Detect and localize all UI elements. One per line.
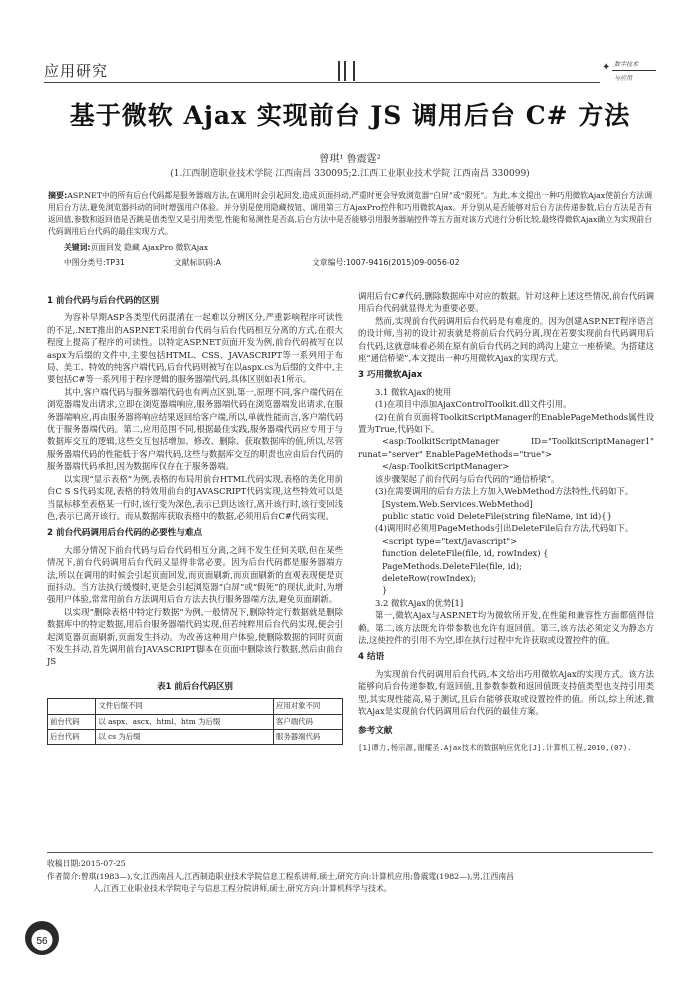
- logo-line2: 与应用: [614, 75, 633, 82]
- author-bio-line-2: 人,江西工业职业技术学院电子与信息工程分院讲师,硕士,研究方向:计算机科学与技术。: [93, 884, 392, 893]
- step-4: (4)调用时必须用PageMethods引出DeleteFile后台方法,代码如下。: [375, 523, 634, 534]
- header-rule: [44, 82, 600, 83]
- code-line-7: PageMethods.DeleteFile(file, id);: [382, 560, 522, 571]
- code-line-5: <script type="text/javascript">: [382, 535, 518, 546]
- table-row: [48, 730, 343, 745]
- page-number: 56: [36, 936, 48, 947]
- table-row: [48, 714, 343, 729]
- section-1-heading: 1 前台代码与后台代码的区别: [47, 296, 160, 306]
- article-title: 基于微软 Ajax 实现前台 JS 调用后台 C# 方法: [69, 101, 631, 130]
- code-line-2: </asp:ToolkitScriptManager>: [382, 461, 510, 472]
- footer-rule: [47, 852, 653, 853]
- step-note: 该步骤架起了前台代码与后台代码的“通信桥梁”。: [375, 473, 560, 484]
- affiliation: (1.江西制造职业技术学院 江西南昌 330095;2.江西工业职业技术学院 江西南昌 330099): [170, 169, 530, 179]
- section-3-2-paragraph: 第一,微软Ajax与ASP.NET均为微软所开发,在性能和兼容性方面都值得信赖。第二,该方法既允许带参数也允许有返回值。第三,该方法必须定义为静态方法,这使控件的引用不为空,即在执行过程中允许获取或设置控件的值。: [358, 610, 654, 645]
- table-row: [48, 699, 343, 714]
- code-line-4: public static void DeleteFile(string fileName, int id){}: [382, 510, 612, 521]
- table-cell: [48, 699, 96, 714]
- code-line-6: function deleteFile(file, id, rowIndex) {: [382, 548, 549, 559]
- header-divider-bars: [338, 61, 358, 81]
- step-2: (2)在前台页面将ToolkitScriptManager的EnablePageMethods属性设置为True,代码如下。: [358, 411, 654, 435]
- code-line-8: deleteRow(rowIndex);: [382, 572, 477, 583]
- footer-notes: [47, 858, 653, 896]
- abstract-label: 摘要:: [48, 191, 68, 200]
- article-number: 文章编号:1007-9416(2015)09-0056-02: [312, 258, 460, 267]
- classification-line: [64, 257, 460, 268]
- step-3: (3)在需要调用的后台方法上方加入WebMethod方法特性,代码如下。: [375, 486, 634, 497]
- section-3-2-heading: 3.2 微软Ajax的优势[1]: [375, 597, 464, 608]
- author-bio-line-1: 作者简介:曾琪(1983—),女,江西南昌人,江西制造职业技术学院信息工程系讲师,硕士,研究方向:计算机应用;鲁震霆(1982—),男,江西南昌: [47, 871, 514, 881]
- table-cell: 以 aspx、ascx、html、htm 为后缀: [96, 714, 274, 729]
- table-cell: 前台代码: [48, 714, 96, 729]
- right-paragraph-1: 调用后台C#代码,删除数据库中对应的数据。针对这种上述这些情况,前台代码调用后台代码就显得尤为重要必要。: [358, 291, 654, 314]
- abstract: [48, 190, 652, 238]
- reference-1: [1]谭力,杨宗源,谢耀圣.Ajax技术的数据响应优化[J].计算机工程,2010,(07).: [358, 742, 632, 752]
- section-2-paragraph-1: 大部分情况下前台代码与后台代码相互分离,之间不发生任何关联,但在某些情况下,前台代码调用后台代码又显得非常必要。因为后台代码都是服务器端方法,所以在调用的时候会引起页面回发,而页面刷新,而页面刷新的直观表现便是页面抖动。当方法执行缓慢时,更是会引起浏览器“白屏”或“假死”的现状,此时,为增强用户体验,常常用前台方法调用后台方法去执行服务器端方法,避免页面刷新。: [47, 544, 343, 605]
- journal-logo: [600, 58, 656, 86]
- section-1-paragraph-3: 以实现“显示表格”为例,表格的布局用前台HTML代码实现,表格的美化用前台C S S代码实现,表格的特效用前台的JAVASCRIPT代码实现,这些特效可以是当鼠标移至表格某一行时,该行变为深色,表示已到达该行,离开该行时,该行变回浅色,表示已离开该行。而从数据库获取表格中的数据,必须用后台C#代码实现。: [47, 473, 343, 521]
- section-1-paragraph-1: 为容补早期ASP各类型代码混淆在一起难以分辨区分,严重影响程序可读性的不足,.NET推出的ASP.NET采用前台代码与后台代码相互分离的方式,在很大程度上提高了程序的可读性。以特定ASP.NET页面开发为例,前台代码被写在以aspx为后缀的文件中,主要包括HTML、CSS、JAVASCRIPT等一系列用于布局、美工、特效的纯客户端代码,后台代码则被写在以aspx.cs为后缀的文件中,主要包括C#等一系列用于程序逻辑的服务器端代码,具体区别如表1所示。: [47, 312, 343, 385]
- clc-number: 中图分类号:TP31: [64, 258, 125, 267]
- code-line-3: [System.Web.Services.WebMethod]: [382, 498, 533, 509]
- table-cell: 文件后缀不同: [96, 699, 274, 714]
- section-label: 应用研究: [44, 63, 109, 80]
- step-1: (1)在项目中添加AjaxControlToolkit.dll文件引用。: [375, 399, 572, 410]
- section-4-paragraph: 为实现前台代码调用后台代码,本文给出巧用微软Ajax的实现方式。该方法能够向后台传递参数,有返回值,且参数参数和返回值既支持值类型也支持引用类型,其实现性能高,易于测试,且后台能够获取或设置控件的值。所以,综上所述,微软Ajax是实现前台代码调用后台代码的最佳方案。: [358, 668, 654, 716]
- table-1-title: 表1 前后台代码区别: [157, 680, 233, 691]
- page-number-badge: [24, 920, 60, 956]
- section-1-paragraph-2: 其中,客户端代码与服务器端代码也有两点区别,第一,原理不同,客户端代码在浏览器端发出请求,立即在浏览器端响应,服务器端代码在浏览器端发出请求,在服务器端响应,再由服务器将响应结果返回给客户端,所以,单就性能而言,客户端代码优于服务器端代码。第二,应用范围不同,根据最佳实践,服务器端代码应专用于与数据库交互的逻辑,这些交互包括增加、修改、删除、获取数据库的值,所以,尽管服务器端代码的性能低于客户端代码,这些与数据库交互的职责也应由后台代码的服务器端代码承担,因为数据库仅存在于服务器端。: [47, 386, 343, 472]
- code-line-1: <asp:ToolkitScriptManager ID="ToolkitScriptManager1" runat="server" EnablePageMethods="true">: [358, 436, 654, 459]
- keywords-label: 关键词:: [64, 243, 91, 252]
- code-line-9: }: [382, 585, 388, 596]
- logo-line1: 数字技术: [614, 61, 639, 68]
- logo-mark-icon: ✦: [602, 62, 611, 73]
- right-paragraph-2: 然而,实现前台代码调用后台代码是有难度的。因为创建ASP.NET程序语言的设计师,当初的设计初衷就是将前后台代码分离,现在若要实现前台代码调用后台代码,这就意味着必须在原有前后台代码之间的鸿沟上建立一座桥梁。为搭建这座“通信桥梁”,本文提出一种巧用微软Ajax的实现方式。: [358, 315, 654, 364]
- table-1: [47, 698, 343, 745]
- section-4-heading: 4 结语: [358, 652, 385, 663]
- table-cell: 服务器端代码: [273, 730, 342, 745]
- table-cell: 后台代码: [48, 730, 96, 745]
- authors: 曾琪¹ 鲁震霆²: [319, 154, 381, 165]
- table-cell: 以 cs 为后缀: [96, 730, 274, 745]
- left-column: [47, 290, 343, 745]
- section-3-heading: 3 巧用微软Ajax: [358, 370, 423, 381]
- references-heading: 参考文献: [358, 726, 393, 737]
- right-column: [358, 290, 654, 754]
- received-date: 收稿日期:2015-07-25: [47, 859, 126, 868]
- section-2-paragraph-2: 以实现“删除表格中特定行数据”为例,一般情况下,删除特定行数据就是删除数据库中的特定数据,用后台服务器端代码实现,但若纯粹用后台代码实现,便会引起浏览器页面刷新,页面发生抖动。为改善这种用户体验,使删除数据的同时页面不发生抖动,首先调用前台JAVASCRIPT脚本在页面中删除该行数据,然后由前台JS: [47, 606, 343, 667]
- keywords: [64, 242, 208, 253]
- table-cell: 应用对象不同: [273, 699, 342, 714]
- document-code: 文献标识码:A: [174, 258, 221, 267]
- section-2-heading: 2 前台代码调用后台代码的必要性与难点: [47, 528, 203, 539]
- section-3-1-heading: 3.1 微软Ajax的使用: [375, 386, 452, 397]
- abstract-text: ASP.NET中的所有后台代码都是服务器端方法,在调用时会引起回发,造成页面抖动,严重时更会导致浏览器“白屏”或“假死”。为此,本文提出一种巧用微软Ajax使前台方法调用后台方法,避免浏览器抖动的同时增强用户体验。并分别是使用隐藏按钮、调用第三方AjaxPro控件和巧用微软Ajax。并分别从是否能够对后台方法传递参数,后台方法是否有返回值,参数和返回值是否跳是值类型又是引用类型,性能和易测性是否高,后台方法中是否能够引用服务器端控件等五方面对该方式进行分析比较,最终得微软Ajax确立为实现前台代码调用后台代码的最佳实现方式。: [48, 191, 653, 236]
- keywords-text: 页面回发 隐藏 AjaxPro 微软Ajax: [90, 243, 209, 252]
- table-cell: 客户端代码: [273, 714, 342, 729]
